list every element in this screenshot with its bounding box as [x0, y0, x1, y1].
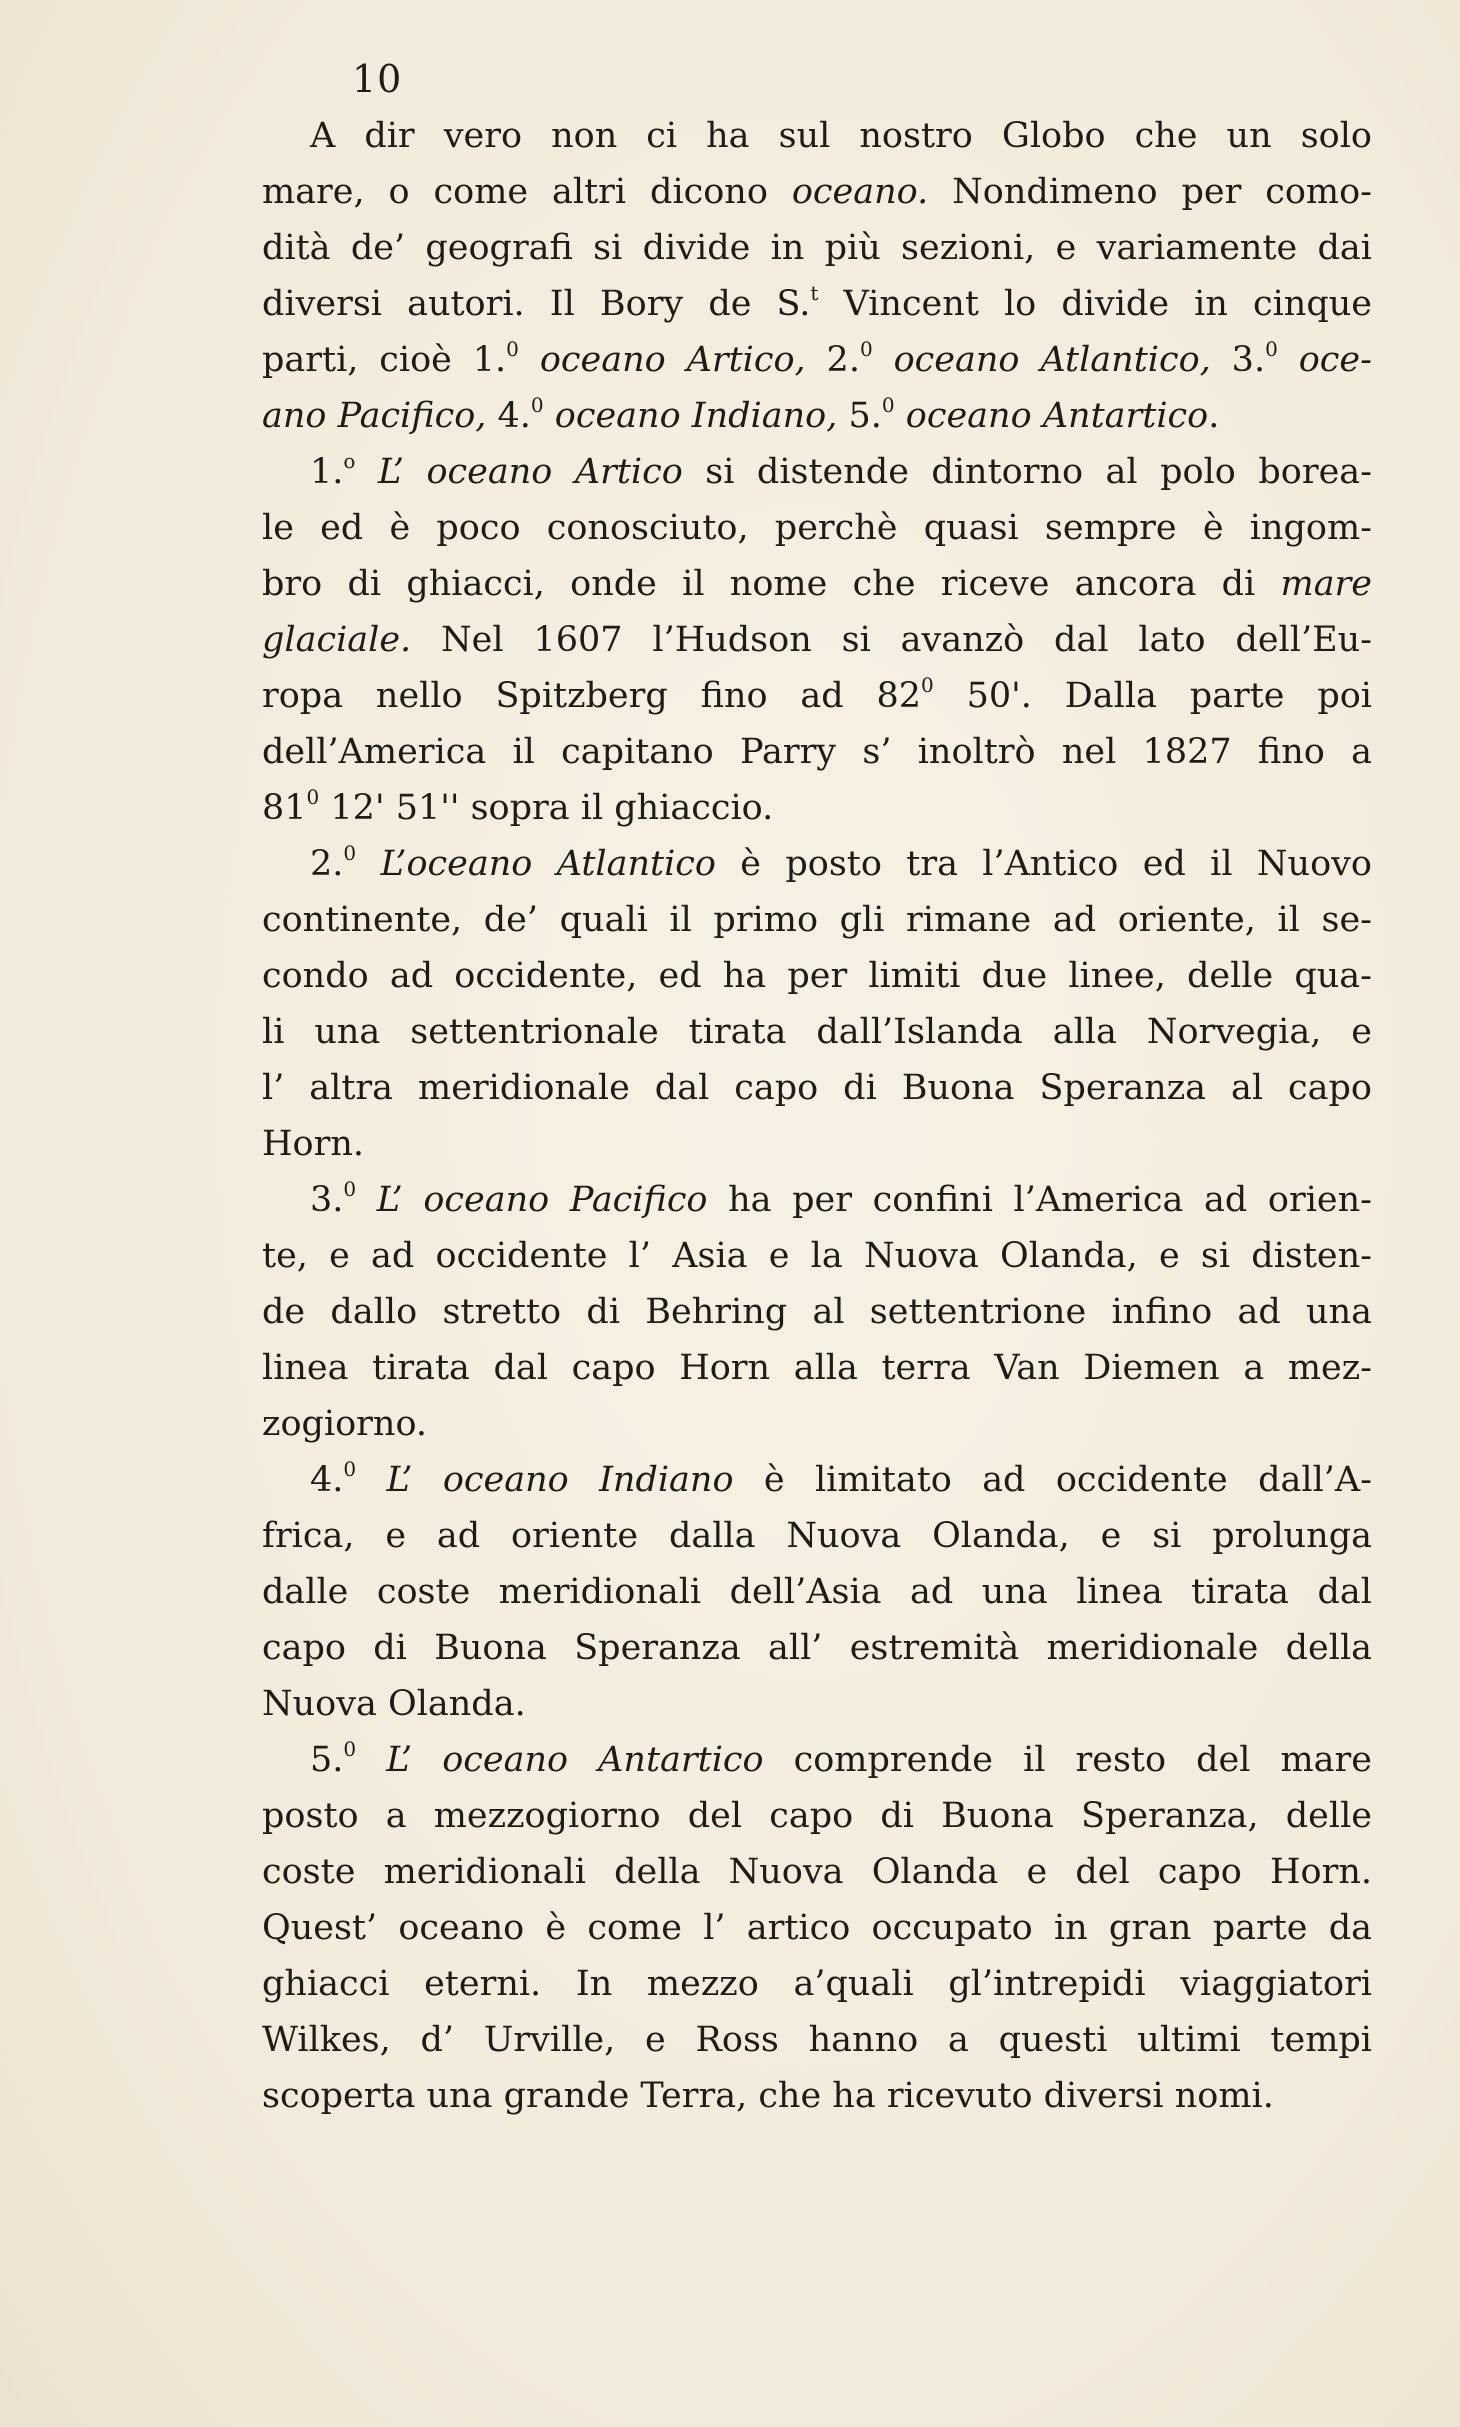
superscript: 0 — [530, 393, 544, 418]
text-span: 3. — [310, 1180, 344, 1220]
italic-span: oceano Artico, — [539, 340, 806, 380]
superscript: 0 — [859, 337, 873, 362]
text-span: linea tirata dal capo Horn alla terra Van Diemen a mez- — [262, 1348, 1372, 1388]
italic-span: oceano Antartico — [905, 396, 1209, 436]
italic-span: glaciale. — [262, 620, 412, 660]
text-line — [262, 1452, 1372, 1508]
text-span: 12' 51'' sopra il ghiaccio. — [319, 788, 774, 828]
text-span — [356, 1740, 386, 1780]
text-span: le ed è poco conosciuto, perchè quasi sempre è ingom- — [262, 508, 1372, 548]
text-span: Nuova Olanda. — [262, 1684, 526, 1724]
italic-span: oceano Atlantico, — [893, 340, 1211, 380]
paragraph-pacifico — [262, 1172, 1372, 1452]
text-span: ropa nello Spitzberg fino ad 82 — [262, 676, 922, 716]
text-span: Nondimeno per como- — [928, 172, 1372, 212]
italic-span: L’ oceano Pacifico — [376, 1180, 708, 1220]
superscript: 0 — [306, 785, 320, 810]
text-span: 5. — [310, 1740, 344, 1780]
text-span: li una settentrionale tirata dall’Islanda alla Norvegia, e — [262, 1012, 1372, 1052]
paragraph-indiano — [262, 1452, 1372, 1732]
italic-span: L’ oceano Artico — [377, 452, 683, 492]
text-line — [262, 1228, 1372, 1284]
text-line — [262, 388, 1372, 444]
text-span: frica, e ad oriente dalla Nuova Olanda, e si prolunga — [262, 1516, 1372, 1556]
text-line — [262, 1172, 1372, 1228]
superscript: 0 — [1265, 337, 1278, 362]
text-span: 3. — [1210, 340, 1266, 380]
text-line — [262, 1116, 1372, 1172]
text-line — [262, 2012, 1372, 2068]
italic-span: oceano Indiano, — [554, 396, 838, 436]
page-number: 10 — [352, 57, 403, 101]
text-span: Wilkes, d’ Urville, e Ross hanno a questi ultimi tempi — [262, 2020, 1372, 2060]
text-span — [873, 340, 894, 380]
text-span: Horn. — [262, 1124, 364, 1164]
text-span — [356, 1180, 377, 1220]
text-span: posto a mezzogiorno del capo di Buona Speranza, delle — [262, 1796, 1372, 1836]
superscript: o — [343, 449, 356, 474]
superscript: 0 — [506, 337, 519, 362]
text-span: 2. — [805, 340, 860, 380]
italic-span: L’ oceano Antartico — [386, 1740, 764, 1780]
text-line — [262, 1900, 1372, 1956]
text-span: dell’America il capitano Parry s’ inoltrò nel 1827 fino a — [262, 732, 1372, 772]
text-line — [262, 1284, 1372, 1340]
text-span: condo ad occidente, ed ha per limiti due linee, delle qua- — [262, 956, 1372, 996]
text-span: dità de’ geografi si divide in più sezioni, e variamente dai — [262, 228, 1372, 268]
text-line — [262, 1732, 1372, 1788]
text-span: l’ altra meridionale dal capo di Buona Speranza al capo — [262, 1068, 1372, 1108]
text-line — [262, 1060, 1372, 1116]
text-line — [262, 164, 1372, 220]
text-line — [262, 948, 1372, 1004]
text-line — [262, 836, 1372, 892]
italic-span: ano Pacifico, — [262, 396, 487, 436]
superscript: 0 — [881, 393, 895, 418]
text-span: ghiacci eterni. In mezzo a’quali gl’intrepidi viaggiatori — [262, 1964, 1372, 2004]
text-span: 4. — [310, 1460, 344, 1500]
text-line — [262, 1508, 1372, 1564]
text-span: . — [1208, 396, 1220, 436]
text-span: mare, o come altri dicono — [262, 172, 792, 212]
text-span — [356, 844, 380, 884]
text-line — [262, 1004, 1372, 1060]
superscript: 0 — [343, 1737, 357, 1762]
text-span: Quest’ oceano è come l’ artico occupato in gran parte da — [262, 1908, 1372, 1948]
text-span: bro di ghiacci, onde il nome che riceve ancora di — [262, 564, 1281, 604]
body-text — [262, 108, 1372, 2124]
text-span: si distende dintorno al polo borea- — [682, 452, 1372, 492]
italic-span: oce- — [1298, 340, 1372, 380]
text-span: ha per confini l’America ad orien- — [707, 1180, 1372, 1220]
text-line — [262, 556, 1372, 612]
text-span — [544, 396, 555, 436]
text-line — [262, 332, 1372, 388]
text-span: Vincent lo divide in cinque — [818, 284, 1372, 324]
superscript: 0 — [343, 1457, 357, 1482]
text-line — [262, 2068, 1372, 2124]
text-line — [262, 108, 1372, 164]
text-span: coste meridionali della Nuova Olanda e del capo Horn. — [262, 1852, 1372, 1892]
text-line — [262, 1396, 1372, 1452]
text-span: comprende il resto del mare — [763, 1740, 1372, 1780]
text-span — [895, 396, 906, 436]
text-span: te, e ad occidente l’ Asia e la Nuova Olanda, e si disten- — [262, 1236, 1372, 1276]
paragraph-artico — [262, 444, 1372, 836]
text-line — [262, 1788, 1372, 1844]
text-span: A dir vero non ci ha sul nostro Globo che un solo — [310, 116, 1372, 156]
text-span: 4. — [486, 396, 531, 436]
text-span: de dallo stretto di Behring al settentrione infino ad una — [262, 1292, 1372, 1332]
text-span: dalle coste meridionali dell’Asia ad una linea tirata dal — [262, 1572, 1372, 1612]
text-line — [262, 220, 1372, 276]
text-span — [1278, 340, 1299, 380]
text-span: diversi autori. Il Bory de S. — [262, 284, 811, 324]
text-line — [262, 892, 1372, 948]
text-span: continente, de’ quali il primo gli rimane ad oriente, il se- — [262, 900, 1372, 940]
text-line — [262, 724, 1372, 780]
text-span: 1. — [310, 452, 344, 492]
text-line — [262, 1564, 1372, 1620]
superscript: 0 — [343, 1177, 357, 1202]
superscript: t — [810, 281, 819, 306]
paragraph-antartico — [262, 1732, 1372, 2124]
text-span: Nel 1607 l’Hudson si avanzò dal lato dell’Eu- — [411, 620, 1372, 660]
paragraph-atlantico — [262, 836, 1372, 1172]
italic-span: mare — [1280, 564, 1372, 604]
superscript: 0 — [343, 841, 357, 866]
text-line — [262, 1620, 1372, 1676]
text-span: è posto tra l’Antico ed il Nuovo — [715, 844, 1372, 884]
text-line — [262, 1340, 1372, 1396]
italic-span: L’oceano Atlantico — [380, 844, 716, 884]
paragraph-intro — [262, 108, 1372, 444]
text-line — [262, 500, 1372, 556]
text-line — [262, 444, 1372, 500]
text-line — [262, 668, 1372, 724]
text-span: zogiorno. — [262, 1404, 428, 1444]
text-line — [262, 1676, 1372, 1732]
text-span: parti, cioè 1. — [262, 340, 507, 380]
text-span: scoperta una grande Terra, che ha ricevuto diversi nomi. — [262, 2076, 1274, 2116]
superscript: 0 — [921, 673, 934, 698]
text-line — [262, 612, 1372, 668]
text-span: 81 — [262, 788, 307, 828]
text-span — [519, 340, 540, 380]
text-span: è limitato ad occidente dall’A- — [733, 1460, 1372, 1500]
text-span: 5. — [837, 396, 882, 436]
italic-span: L’ oceano Indiano — [386, 1460, 734, 1500]
text-span — [355, 452, 378, 492]
text-span — [356, 1460, 386, 1500]
text-span: 2. — [310, 844, 344, 884]
text-line — [262, 1844, 1372, 1900]
text-line — [262, 780, 1372, 836]
text-span: 50'. Dalla parte poi — [933, 676, 1372, 716]
italic-span: oceano. — [791, 172, 929, 212]
text-line — [262, 276, 1372, 332]
text-span: capo di Buona Speranza all’ estremità meridionale della — [262, 1628, 1372, 1668]
text-line — [262, 1956, 1372, 2012]
